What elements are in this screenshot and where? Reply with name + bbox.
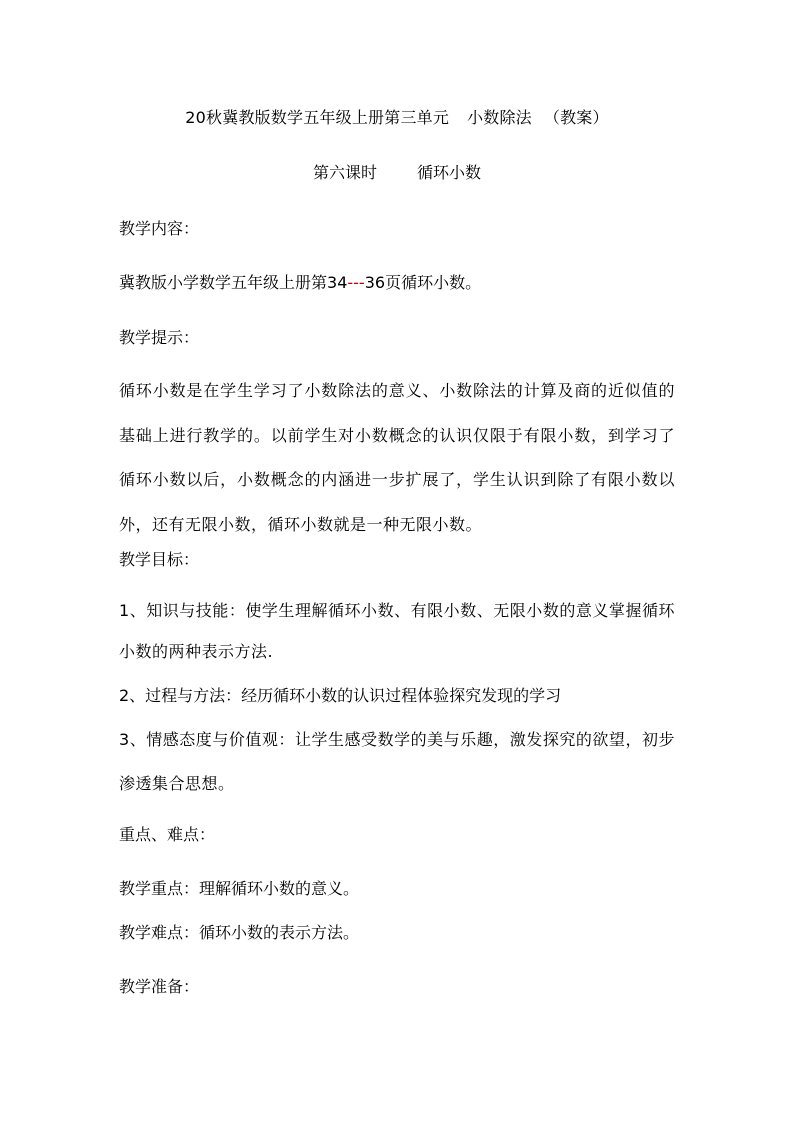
title-type: （教案）	[543, 108, 609, 127]
difficult-point: 教学难点：循环小数的表示方法。	[119, 923, 360, 942]
goal-item-1: 1、知识与技能：使学生理解循环小数、有限小数、无限小数的意义掌握循环小数的两种表示方法.	[119, 601, 675, 661]
page-end: 36	[364, 273, 386, 292]
prep-heading: 教学准备：	[119, 977, 200, 996]
goal-item-3: 3、情感态度与价值观：让学生感受数学的美与乐趣，激发探究的欲望，初步渗透集合思想。	[119, 730, 675, 793]
content-heading: 教学内容：	[119, 219, 200, 238]
document-title	[0, 107, 794, 129]
goals-heading: 教学目标：	[119, 550, 200, 569]
key-point: 教学重点：理解循环小数的意义。	[119, 879, 360, 898]
tips-heading: 教学提示：	[119, 328, 200, 347]
lesson-number: 第六课时	[312, 163, 377, 182]
lesson-title	[0, 162, 794, 184]
content-text: 冀教版小学数学五年级上册第34---36页循环小数。	[119, 273, 482, 292]
page-start: 34	[327, 273, 348, 292]
tips-paragraph: 循环小数是在学生学习了小数除法的意义、小数除法的计算及商的近似值的基础上进行教学的。以前学生对小数概念的认识仅限于有限小数，到学习了循环小数以后，小数概念的内涵进一步扩展了，学生认识到除了有限小数以外，还有无限小数，循环小数就是一种无限小数。	[119, 381, 675, 534]
title-main: 20秋冀教版数学五年级上册第三单元	[185, 108, 450, 127]
page-range-dash: ---	[347, 273, 365, 292]
title-unit: 小数除法	[467, 108, 532, 127]
lesson-name: 循环小数	[417, 163, 482, 182]
goal-item-2: 2、过程与方法：经历循环小数的认识过程体验探究发现的学习	[119, 686, 562, 705]
keypoints-heading: 重点、难点：	[119, 825, 216, 844]
